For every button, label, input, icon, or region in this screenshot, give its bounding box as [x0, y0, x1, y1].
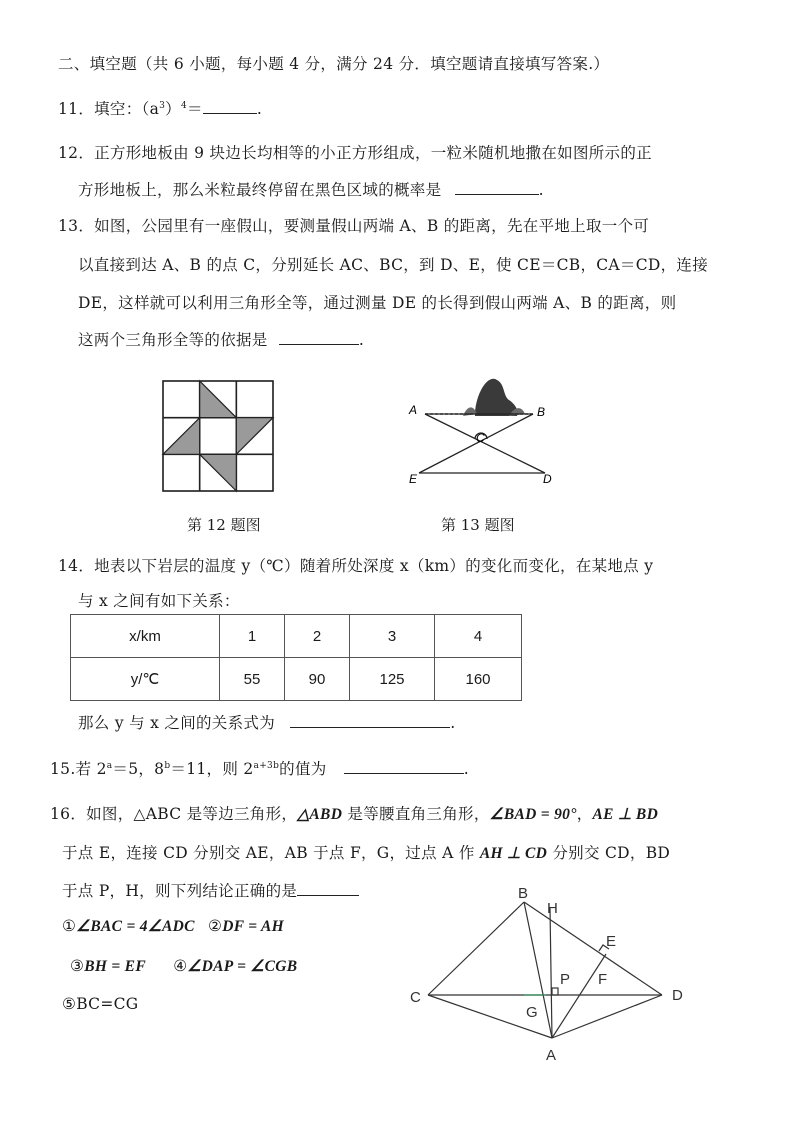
- q14-answer-blank[interactable]: [290, 713, 450, 728]
- q14-line2: 与 x 之间有如下关系：: [78, 592, 240, 610]
- table-row: [71, 615, 522, 658]
- q13-line3: DE，这样就可以利用三角形全等，通过测量 DE 的长得到假山两端 A、B 的距离，则: [78, 294, 677, 312]
- question-15: [50, 757, 469, 779]
- fig16-label-E: E: [606, 933, 617, 950]
- q16-options-row1: [62, 917, 284, 936]
- shaded-triangle-left: [163, 418, 200, 455]
- q11-end: .: [256, 100, 263, 118]
- fig13-label-E: E: [409, 472, 418, 486]
- q16-line1: [50, 802, 658, 824]
- fig13-label-B: B: [537, 405, 546, 419]
- q11-exp2: 4: [180, 100, 187, 111]
- q15-end: .: [463, 760, 470, 778]
- q13-line4: [78, 328, 364, 350]
- q11-text-b: ）: [165, 100, 181, 118]
- figure-12-caption: 第 12 题图: [187, 516, 261, 534]
- table-cell: 3: [350, 615, 435, 658]
- shaded-triangle-right: [236, 418, 273, 455]
- section-heading: 二、填空题（共 6 小题，每小题 4 分，满分 24 分．填空题请直接填写答案.）: [58, 55, 610, 73]
- q13-line4-text: 这两个三角形全等的依据是: [78, 331, 268, 349]
- q16-ah-perp-cd: AH ⊥ CD: [479, 845, 548, 862]
- fig16-label-D: D: [672, 987, 683, 1004]
- q16-answer-blank[interactable]: [297, 881, 359, 896]
- option-4-marker: ④: [173, 957, 188, 975]
- q11-text-c: ＝: [187, 100, 203, 118]
- q12-line2: [78, 178, 544, 200]
- q15-exp3: a+3b: [253, 760, 280, 771]
- q14-line1: 14．地表以下岩层的温度 y（℃）随着所处深度 x（km）的变化而变化，在某地点 y: [58, 557, 654, 575]
- q16-line2-text2: 分别交 CD，BD: [547, 844, 671, 862]
- fig16-label-G: G: [526, 1004, 538, 1021]
- option-2-marker: ②: [208, 917, 223, 935]
- table-cell: x/km: [71, 615, 220, 658]
- q12-line1: 12．正方形地板由 9 块边长均相等的小正方形组成，一粒米随机地撒在如图所示的正: [58, 144, 652, 162]
- figure-13: [405, 370, 565, 490]
- q16-line2-text: 于点 E，连接 CD 分别交 AE，AB 于点 F，G，过点 A 作: [62, 844, 480, 862]
- fig13-label-C: C: [476, 431, 485, 445]
- option-4: ∠DAP = ∠CGB: [187, 958, 298, 975]
- q12-line2-text: 方形地板上，那么米粒最终停留在黑色区域的概率是: [78, 181, 442, 199]
- shaded-triangle-bottom: [200, 454, 237, 491]
- q11-number: 11．: [58, 100, 95, 118]
- q13-answer-blank[interactable]: [279, 330, 359, 345]
- q12-end: .: [538, 181, 544, 199]
- q13-end: .: [358, 331, 365, 349]
- q14-line3-text: 那么 y 与 x 之间的关系式为: [78, 714, 276, 732]
- figure-12: [163, 381, 273, 491]
- fig16-label-H: H: [547, 900, 558, 917]
- q14-line3: [78, 711, 455, 733]
- table-cell: 2: [285, 615, 350, 658]
- q16-option-5: ⑤BC=CG: [62, 995, 139, 1013]
- q15-text-a: 15.若 2: [50, 760, 107, 778]
- q14-end: .: [450, 714, 456, 732]
- q16-line1-text2: 是等腰直角三角形，: [342, 805, 490, 823]
- q16-triangle-abd: △ABD: [297, 806, 343, 823]
- fig16-label-A: A: [546, 1047, 557, 1064]
- q11-exp1: 3: [159, 100, 166, 111]
- q13-line1: 13．如图，公园里有一座假山，要测量假山两端 A、B 的距离，先在平地上取一个可: [58, 217, 650, 235]
- q11-answer-blank[interactable]: [203, 99, 257, 114]
- q12-answer-blank[interactable]: [455, 180, 539, 195]
- q15-answer-blank[interactable]: [344, 759, 464, 774]
- table-cell: 4: [435, 615, 522, 658]
- fig16-label-B: B: [518, 885, 529, 902]
- q15-exp2: b: [164, 760, 171, 771]
- q16-line3: [62, 879, 359, 901]
- question-11: [58, 97, 262, 119]
- figure-16: [400, 880, 700, 1065]
- q16-options-row2: [70, 957, 297, 976]
- q15-text-d: 的值为: [279, 760, 327, 778]
- q16-line2: [62, 841, 670, 863]
- q16-line1-text: 16．如图，△ABC 是等边三角形，: [50, 805, 298, 823]
- table-cell: 125: [350, 658, 435, 701]
- q15-text-c: ＝11，则 2: [170, 760, 254, 778]
- shaded-triangle-top: [200, 381, 237, 418]
- fig16-label-P: P: [560, 971, 571, 988]
- figure-13-caption: 第 13 题图: [441, 516, 515, 534]
- q16-line3-text: 于点 P，H，则下列结论正确的是: [62, 882, 298, 900]
- option-1-marker: ①: [62, 917, 77, 935]
- fig13-label-D: D: [543, 472, 552, 486]
- option-3: BH = EF: [84, 958, 146, 975]
- q13-line2: 以直接到达 A、B 的点 C，分别延长 AC、BC，到 D、E，使 CE＝CB，CA＝CD，连接: [78, 256, 709, 274]
- option-1: ∠BAC = 4∠ADC: [76, 918, 195, 935]
- option-3-marker: ③: [70, 957, 85, 975]
- fig16-label-C: C: [410, 989, 421, 1006]
- fig16-label-F: F: [598, 971, 608, 988]
- q16-ae-perp-bd: AE ⊥ BD: [592, 806, 659, 823]
- table-row: [71, 658, 522, 701]
- table-cell: 160: [435, 658, 522, 701]
- table-cell: 55: [220, 658, 285, 701]
- table-cell: y/℃: [71, 658, 220, 701]
- table-cell: 90: [285, 658, 350, 701]
- depth-temperature-table: [70, 614, 522, 701]
- q16-angle-bad: ∠BAD = 90°: [489, 806, 577, 823]
- rockery-icon: [463, 379, 525, 416]
- q15-exp1: a: [106, 760, 113, 771]
- fig13-label-A: A: [409, 403, 418, 417]
- table-cell: 1: [220, 615, 285, 658]
- q16-comma: ，: [576, 805, 593, 823]
- q15-text-b: ＝5，8: [112, 760, 165, 778]
- option-2: DF = AH: [222, 918, 285, 935]
- q11-text-a: 填空：（a: [94, 100, 160, 118]
